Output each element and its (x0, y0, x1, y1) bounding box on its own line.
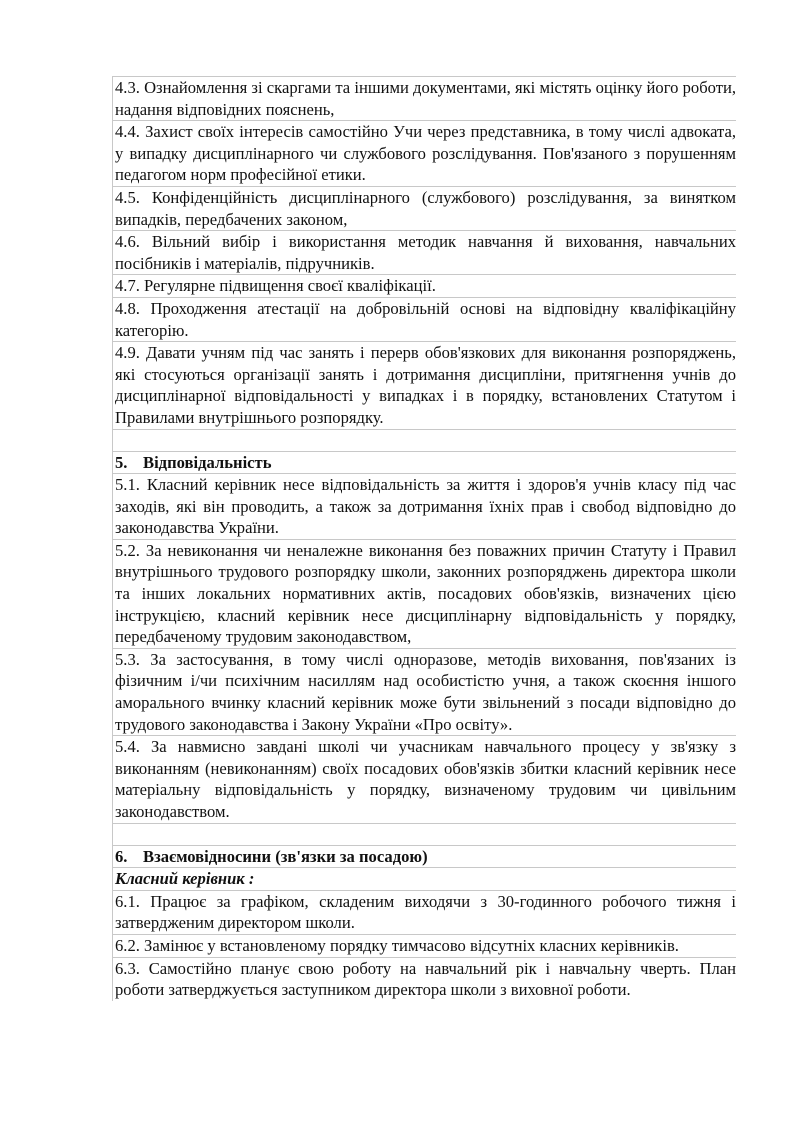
list-item: 6.1. Працює за графіком, складеним виходячи з 30-годинного робочого тижня і затвердженим директором школи. (112, 890, 736, 934)
section-number: 6. (115, 846, 128, 866)
list-item: 5.4. За навмисно завдані школі чи учасникам навчального процесу у зв'язку з виконанням (невиконанням) своїх посадових обов'язків збитки класний керівник несе матеріальну відповідальність у порядку, визначеному трудовим чи цивільним законодавством. (112, 735, 736, 822)
list-item: 4.9. Давати учням під час занять і перерв обов'язкових для виконання розпоряджень, які стосуються організації занять і дотримання дисципліни, притягнення учнів до дисциплінарної відповідальності у випадках і в порядку, встановлених Статутом і Правилами внутрішнього розпорядку. (112, 341, 736, 428)
section-heading (112, 451, 736, 474)
section-heading (112, 845, 736, 868)
list-item: 4.8. Проходження атестації на добровільній основі на відповідну кваліфікаційну категорію. (112, 297, 736, 341)
list-item: 6.3. Самостійно планує свою роботу на навчальний рік і навчальну чверть. План роботи затверджується заступником директора школи з виховної роботи. (112, 957, 736, 1001)
section-number: 5. (115, 452, 128, 472)
list-item: 5.1. Класний керівник несе відповідальність за життя і здоров'я учнів класу під час заходів, які він проводить, а також за дотримання їхніх прав і свобод відповідно до законодавства України. (112, 473, 736, 539)
list-item: 4.4. Захист своїх інтересів самостійно Учи через представника, в тому числі адвоката, у випадку дисциплінарного чи службового розслідування. Пов'язаного з порушенням педагогом норм професійної етики. (112, 120, 736, 186)
list-item: 4.7. Регулярне підвищення своєї кваліфікації. (112, 274, 736, 297)
section-title: Відповідальність (143, 452, 272, 472)
spacer-row (112, 429, 736, 451)
list-item: 4.3. Ознайомлення зі скаргами та іншими документами, які містять оцінку його роботи, надання відповідних пояснень, (112, 76, 736, 120)
list-item: 6.2. Замінює у встановленому порядку тимчасово відсутніх класних керівників. (112, 934, 736, 957)
list-item: 5.3. За застосування, в тому числі одноразове, методів виховання, пов'язаних із фізичним і/чи психічним насиллям над особистістю учня, а також скоєння іншого аморального вчинку класний керівник може бути звільнений з посади відповідно до трудового законодавства і Закону України «Про освіту». (112, 648, 736, 735)
list-item: 5.2. За невиконання чи неналежне виконання без поважних причин Статуту і Правил внутрішнього трудового розпорядку школи, законних розпоряджень директора школи та інших локальних нормативних актів, посадових обов'язків, визначених цією інструкцією, класний керівник несе дисциплінарну відповідальність у порядку, передбаченому трудовим законодавством, (112, 539, 736, 648)
list-item: 4.6. Вільний вибір і використання методик навчання й виховання, навчальних посібників і матеріалів, підручників. (112, 230, 736, 274)
spacer-row (112, 823, 736, 845)
section-title: Взаємовідносини (зв'язки за посадою) (143, 846, 428, 866)
list-item: 4.5. Конфіденційність дисциплінарного (службового) розслідування, за винятком випадків, передбачених законом, (112, 186, 736, 230)
section-subtitle: Класний керівник : (112, 867, 736, 890)
document-body (112, 76, 736, 1001)
